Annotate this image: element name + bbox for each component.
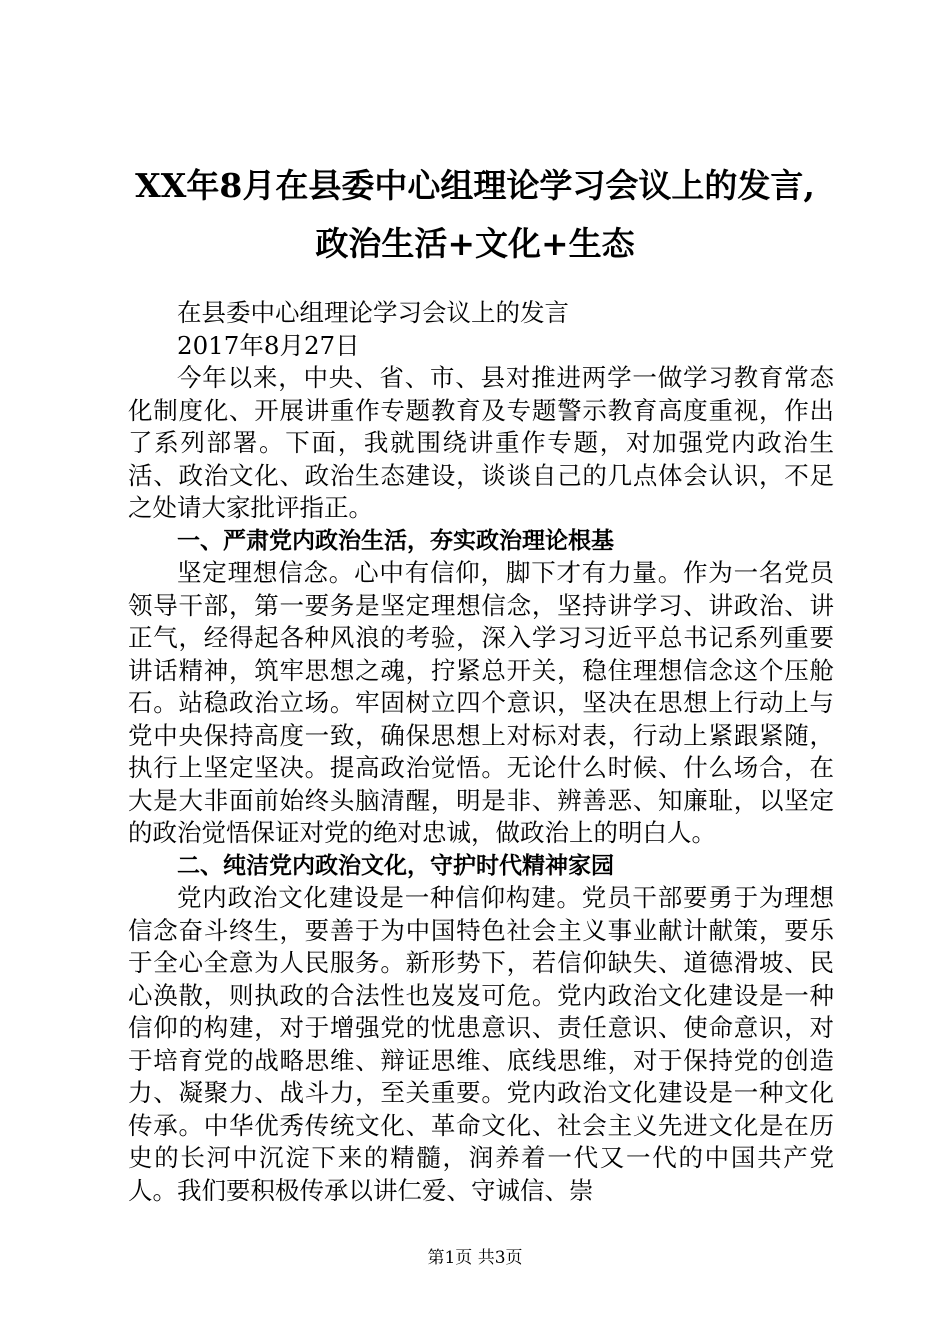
page-number-footer: 第1页 共3页	[427, 1248, 523, 1268]
document-body	[128, 297, 834, 1207]
document-title-line-2: 政治生活+文化+生态	[315, 224, 635, 263]
section-heading-1: 一、严肃党内政治生活，夯实政治理论根基	[177, 527, 614, 554]
document-date: 2017年8月27日	[177, 330, 360, 360]
section-body-1: 坚定理想信念。心中有信仰，脚下才有力量。作为一名党员领导干部，第一要务是坚定理想信念，坚持讲学习、讲政治、讲正气，经得起各种风浪的考验，深入学习习近平总书记系列重要讲话精神，筑牢思想之魂，拧紧总开关，稳住理想信念这个压舱石。站稳政治立场。牢固树立四个意识，坚决在思想上行动上与党中央保持高度一致，确保思想上对标对表，行动上紧跟紧随，执行上坚定坚决。提高政治觉悟。无论什么时候、什么场合，在大是大非面前始终头脑清醒，明是非、辨善恶、知廉耻，以坚定的政治觉悟保证对党的绝对忠诚，做政治上的明白人。	[128, 558, 834, 847]
document-title-line-1: XX年8月在县委中心组理论学习会议上的发言,	[135, 166, 815, 205]
section-body-2: 党内政治文化建设是一种信仰构建。党员干部要勇于为理想信念奋斗终生，要善于为中国特色社会主义事业献计献策，要乐于全心全意为人民服务。新形势下，若信仰缺失、道德滑坡、民心涣散，则执政的合法性也岌岌可危。党内政治文化建设是一种信仰的构建，对于增强党的忧患意识、责任意识、使命意识，对于培育党的战略思维、辩证思维、底线思维，对于保持党的创造力、凝聚力、战斗力，至关重要。党内政治文化建设是一种文化传承。中华优秀传统文化、革命文化、社会主义先进文化是在历史的长河中沉淀下来的精髓，润养着一代又一代的中国共产党人。我们要积极传承以讲仁爱、守诚信、崇	[128, 883, 834, 1205]
intro-paragraph: 今年以来，中央、省、市、县对推进两学一做学习教育常态化制度化、开展讲重作专题教育及专题警示教育高度重视，作出了系列部署。下面，我就围绕讲重作专题，对加强党内政治生活、政治文化、政治生态建设，谈谈自己的几点体会认识，不足之处请大家批评指正。	[128, 363, 834, 522]
section-heading-2: 二、纯洁党内政治文化，守护时代精神家园	[177, 852, 614, 879]
document-subtitle: 在县委中心组理论学习会议上的发言	[177, 298, 569, 327]
